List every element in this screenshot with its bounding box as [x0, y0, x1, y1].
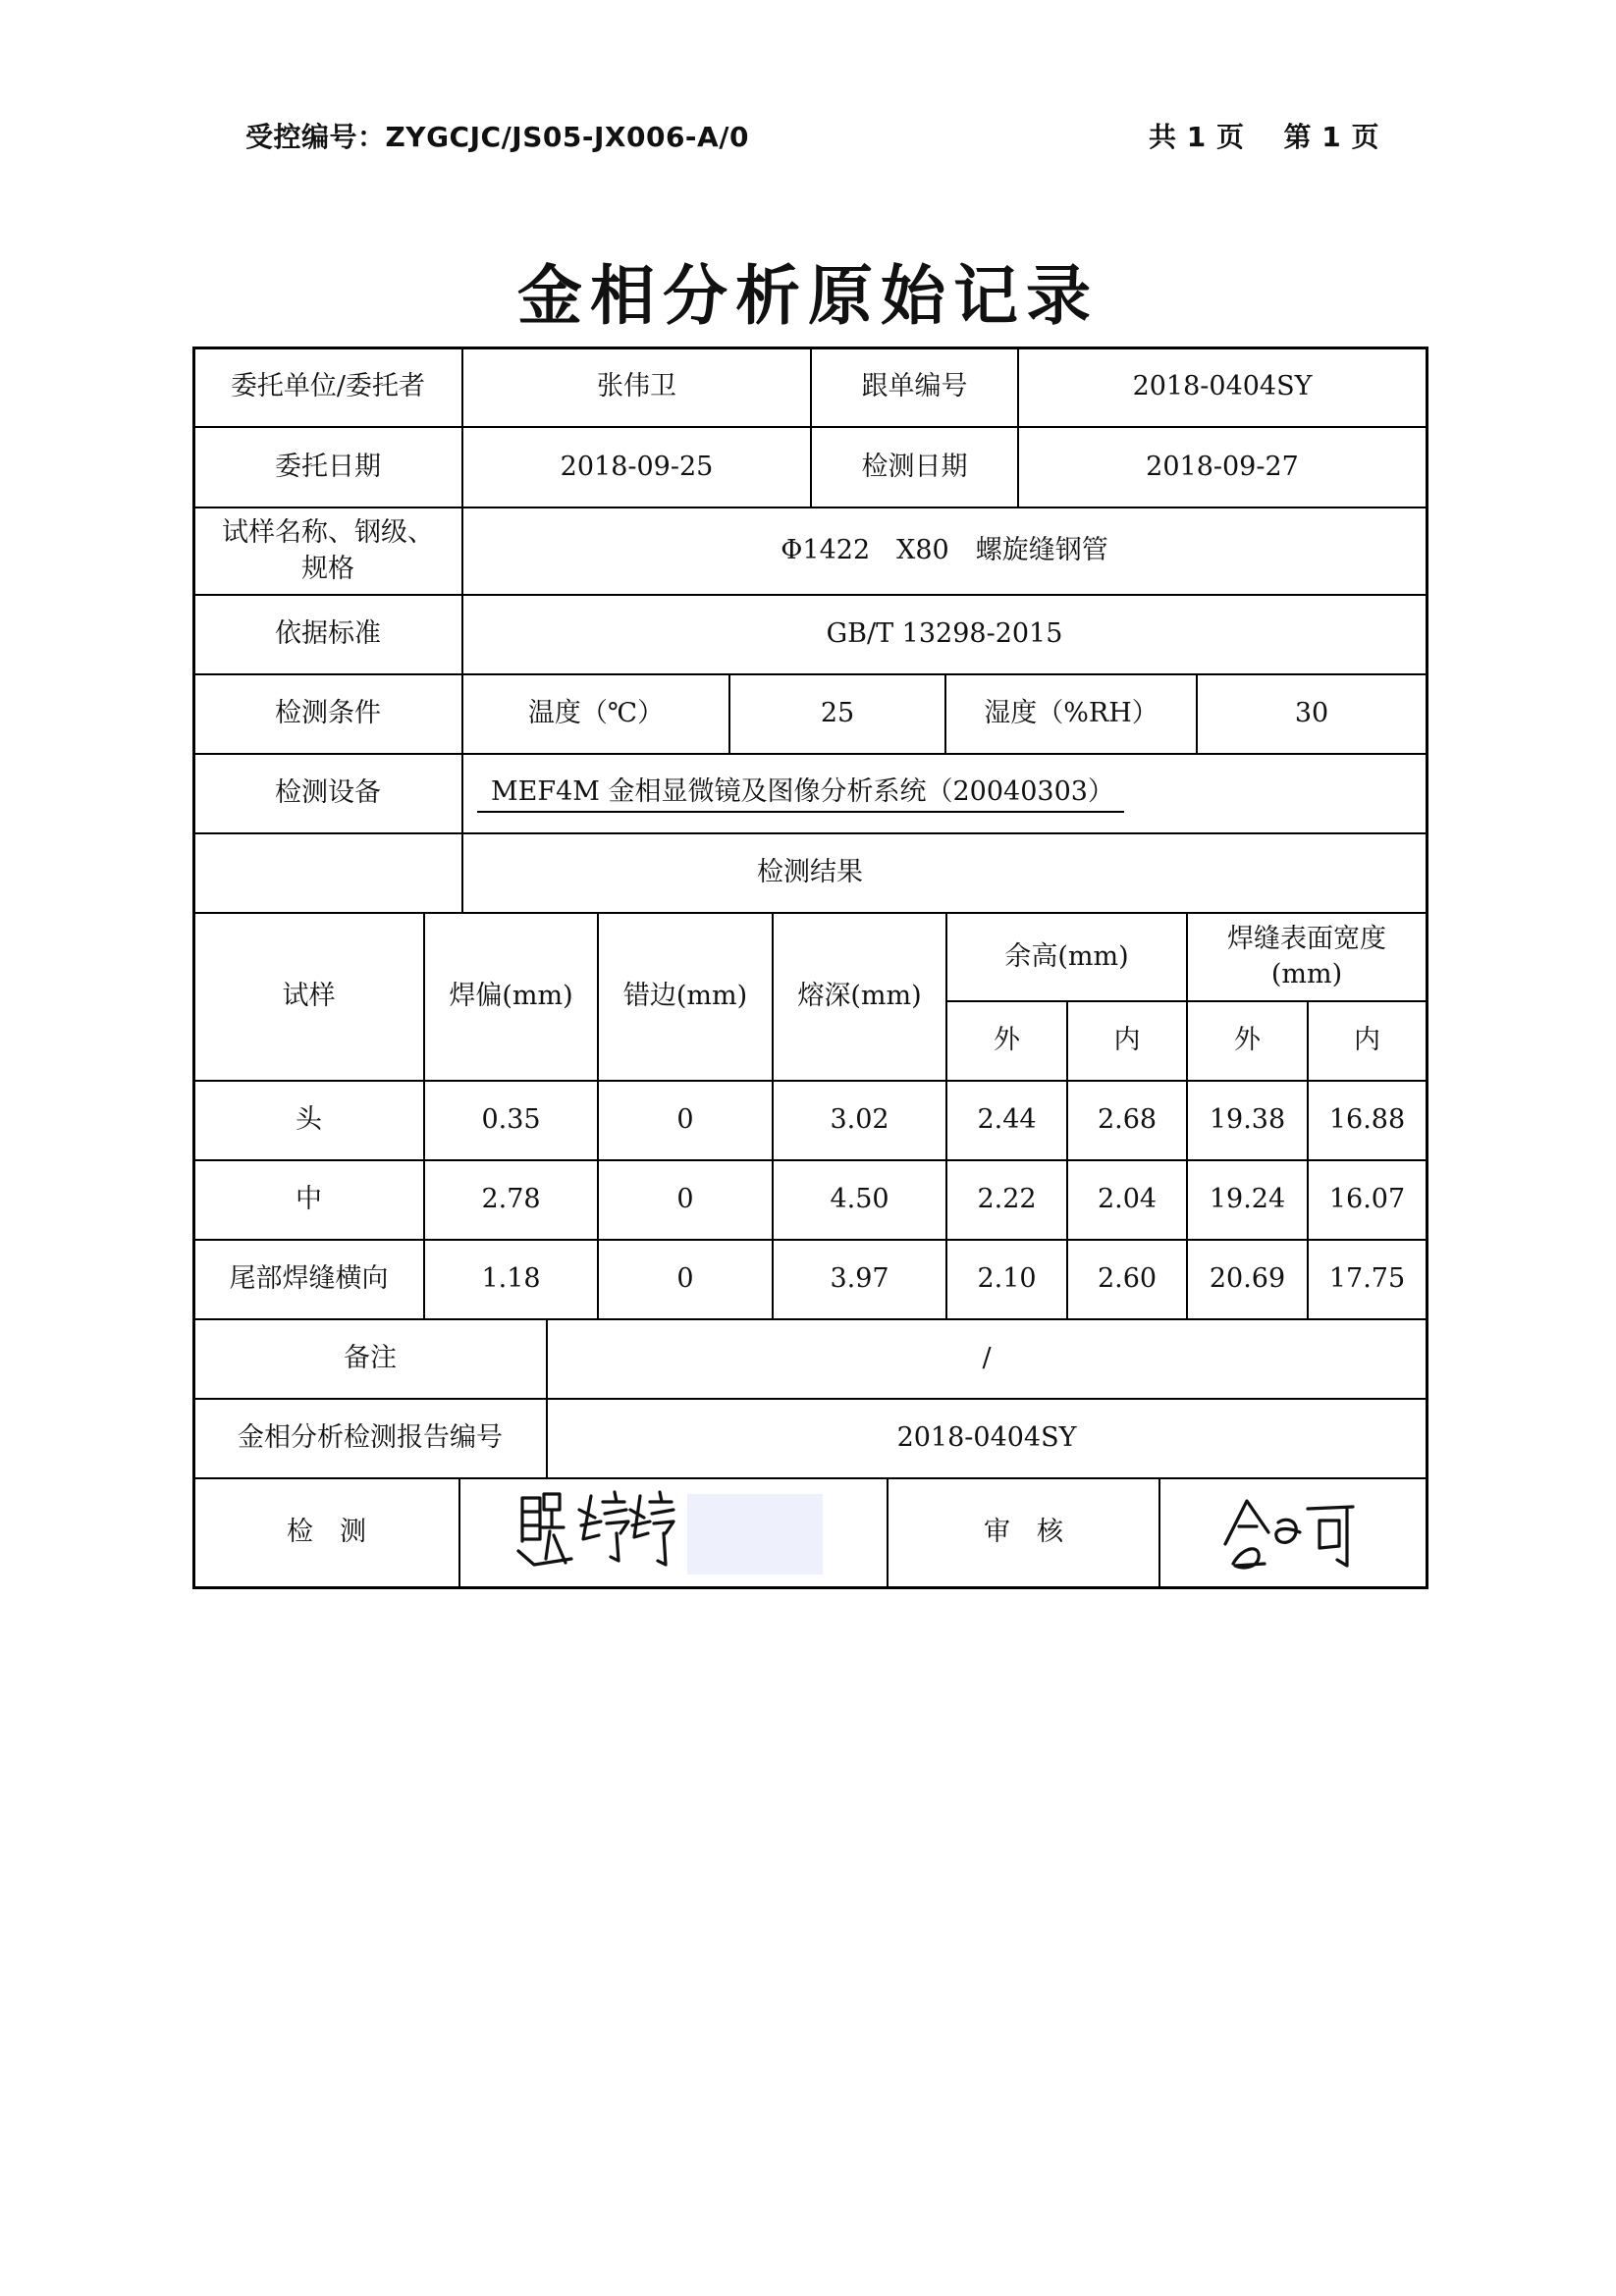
tester-signature	[511, 1480, 677, 1583]
subheader-width-outer: 外	[1234, 1025, 1261, 1056]
col-header-reinforcement: 余高(mm)	[1004, 940, 1129, 972]
standard-value: GB/T 13298-2015	[826, 618, 1063, 650]
col-header-sample: 试样	[282, 981, 336, 1012]
results-section-title: 检测结果	[757, 857, 863, 888]
row-misalign: 0	[676, 1104, 694, 1136]
subheader-reinforcement-inner: 内	[1113, 1025, 1141, 1056]
row-misalign: 0	[676, 1263, 694, 1295]
row-reinf-inner: 2.68	[1097, 1104, 1158, 1136]
row-depth: 3.02	[830, 1104, 889, 1136]
subheader-reinforcement-outer: 外	[994, 1025, 1020, 1056]
document-title: 金相分析原始记录	[517, 258, 1099, 334]
row-reinf-inner: 2.60	[1097, 1263, 1158, 1295]
sample-label: 试样名称、钢级、规格	[222, 517, 434, 584]
row-width-outer: 19.38	[1209, 1104, 1286, 1136]
report-number-label: 金相分析检测报告编号	[238, 1422, 503, 1454]
humidity-value: 30	[1294, 698, 1329, 729]
redaction-box	[687, 1494, 823, 1575]
report-number-value: 2018-0404SY	[896, 1422, 1077, 1454]
row-reinf-outer: 2.22	[977, 1184, 1037, 1215]
current-page: 第 1 页	[1283, 121, 1379, 153]
row-sample: 尾部焊缝横向	[229, 1263, 389, 1295]
standard-label: 依据标准	[275, 618, 381, 650]
row-reinf-outer: 2.10	[977, 1263, 1037, 1295]
equipment-value: MEF4M 金相显微镜及图像分析系统（20040303）	[477, 774, 1124, 812]
client-value: 张伟卫	[597, 371, 676, 402]
col-header-depth: 熔深(mm)	[797, 981, 922, 1012]
equipment-cell	[463, 755, 1426, 832]
row-width-inner: 16.88	[1328, 1104, 1406, 1136]
row-reinf-outer: 2.44	[977, 1104, 1037, 1136]
table-border-bottom	[192, 1586, 1428, 1589]
equipment-label: 检测设备	[275, 777, 381, 809]
row-misalign: 0	[676, 1184, 694, 1215]
row-sample: 头	[296, 1104, 322, 1136]
reviewer-label: 审 核	[984, 1517, 1063, 1548]
row-offset: 0.35	[481, 1104, 541, 1136]
reviewer-signature	[1217, 1487, 1365, 1580]
vline	[1158, 1477, 1160, 1589]
col-header-width: 焊缝表面宽度(mm)	[1227, 923, 1386, 989]
subheader-width-inner: 内	[1354, 1025, 1380, 1056]
humidity-label: 湿度（%RH）	[984, 698, 1158, 729]
control-number: 受控编号：ZYGCJC/JS05-JX006-A/0	[245, 121, 749, 153]
row-width-inner: 17.75	[1328, 1263, 1406, 1295]
row-width-outer: 20.69	[1209, 1263, 1286, 1295]
row-depth: 4.50	[830, 1184, 889, 1215]
row-depth: 3.97	[830, 1263, 889, 1295]
col-header-misalign: 错边(mm)	[622, 981, 748, 1012]
condition-label: 检测条件	[275, 698, 381, 729]
row-offset: 1.18	[481, 1263, 541, 1295]
tester-label: 检 测	[287, 1517, 366, 1548]
row-offset: 2.78	[481, 1184, 541, 1215]
sample-value: Φ1422 X80 螺旋缝钢管	[781, 535, 1108, 566]
client-label: 委托单位/委托者	[230, 371, 426, 402]
remarks-value: /	[982, 1343, 992, 1374]
test-date-value: 2018-09-27	[1146, 451, 1299, 482]
row-reinf-inner: 2.04	[1097, 1184, 1158, 1215]
test-date-label: 检测日期	[861, 451, 968, 482]
page-indicator	[1149, 116, 1419, 155]
row-width-inner: 16.07	[1328, 1184, 1406, 1215]
row-sample: 中	[296, 1184, 322, 1215]
table-border-right	[1426, 347, 1428, 1589]
col-header-offset: 焊偏(mm)	[449, 981, 573, 1012]
remarks-label: 备注	[344, 1343, 397, 1374]
commission-date-label: 委托日期	[275, 451, 381, 482]
temperature-label: 温度（℃）	[527, 698, 665, 729]
temperature-value: 25	[820, 698, 855, 729]
total-pages: 共 1 页	[1149, 121, 1245, 153]
row-width-outer: 19.24	[1209, 1184, 1286, 1215]
tracking-value: 2018-0404SY	[1132, 371, 1313, 402]
tracking-label: 跟单编号	[861, 371, 968, 402]
vline	[458, 1477, 460, 1589]
commission-date-value: 2018-09-25	[560, 451, 714, 482]
